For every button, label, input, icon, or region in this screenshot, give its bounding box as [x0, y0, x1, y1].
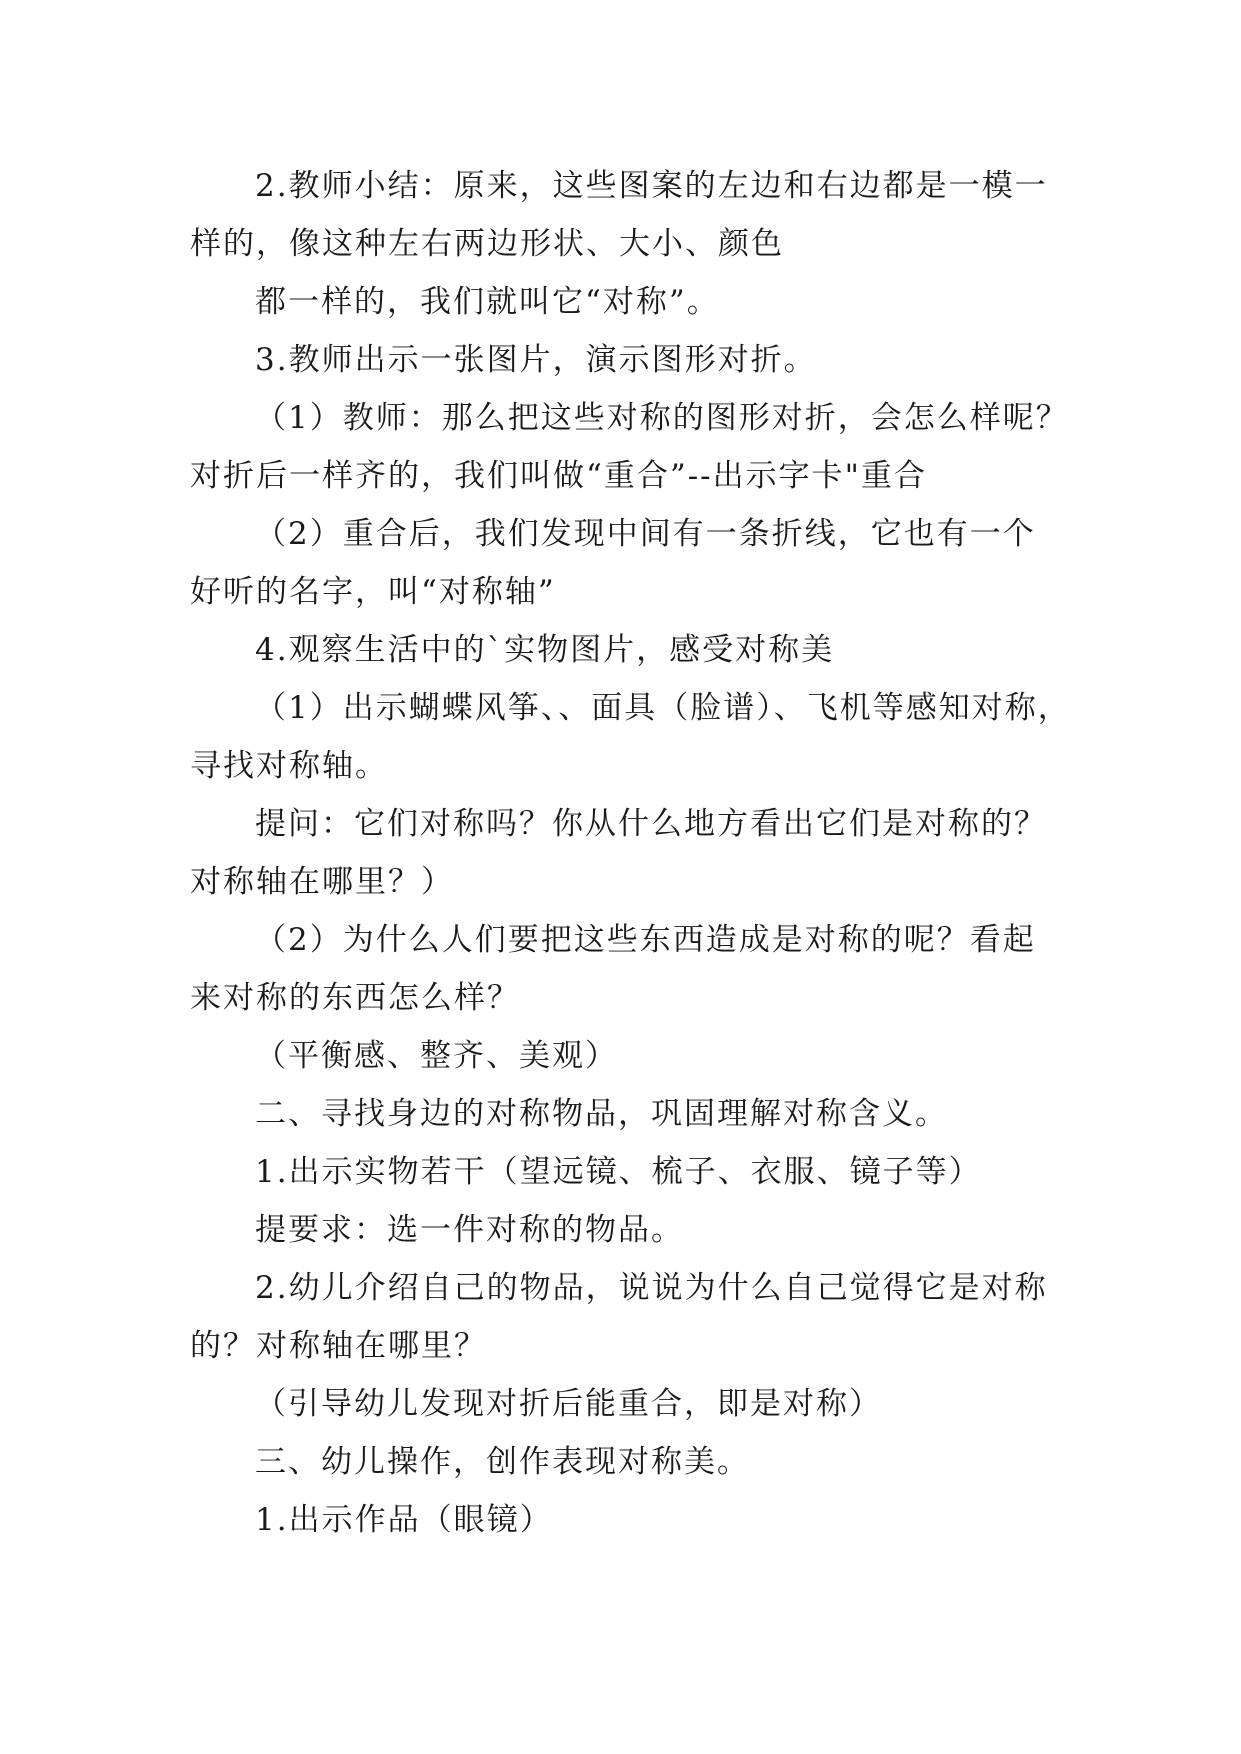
text-line: 4.观察生活中的`实物图片，感受对称美 [255, 632, 835, 668]
text-line: 1.出示作品（眼镜） [255, 1502, 553, 1538]
text-line: 对折后一样齐的，我们叫做“重合”--出示字卡"重合 [190, 458, 927, 494]
text-line: （平衡感、整齐、美观） [255, 1038, 618, 1074]
text-line: （2）为什么人们要把这些东西造成是对称的呢？看起 [255, 922, 1036, 958]
text-line: （引导幼儿发现对折后能重合，即是对称） [255, 1386, 882, 1422]
text-line: 提要求：选一件对称的物品。 [255, 1212, 684, 1248]
text-line: 样的，像这种左右两边形状、大小、颜色 [190, 226, 784, 262]
text-line: 来对称的东西怎么样？ [190, 980, 520, 1016]
text-line: 都一样的，我们就叫它“对称”。 [255, 284, 720, 320]
section-heading: 二、寻找身边的对称物品，巩固理解对称含义。 [255, 1096, 948, 1132]
text-line: 1.出示实物若干（望远镜、梳子、衣服、镜子等） [255, 1154, 982, 1190]
text-line: 的？对称轴在哪里？ [190, 1328, 487, 1364]
text-line: 对称轴在哪里？） [190, 864, 454, 900]
text-line: （2）重合后，我们发现中间有一条折线，它也有一个 [255, 516, 1036, 552]
text-line: 2.教师小结：原来，这些图案的左边和右边都是一模一 [255, 168, 1048, 204]
text-line: 提问：它们对称吗？你从什么地方看出它们是对称的？ [255, 806, 1047, 842]
text-line: 寻找对称轴。 [190, 748, 388, 784]
text-line: （1）教师：那么把这些对称的图形对折，会怎么样呢？ [255, 400, 1069, 436]
text-line: 好听的名字，叫“对称轴” [190, 574, 556, 610]
text-line: （1）出示蝴蝶风筝、、面具（脸谱）、飞机等感知对称， [255, 690, 1071, 726]
section-heading: 三、幼儿操作，创作表现对称美。 [255, 1444, 750, 1480]
text-line: 3.教师出示一张图片，演示图形对折。 [255, 342, 817, 378]
text-line: 2.幼儿介绍自己的物品，说说为什么自己觉得它是对称 [255, 1270, 1048, 1306]
document-body [190, 157, 1070, 1549]
